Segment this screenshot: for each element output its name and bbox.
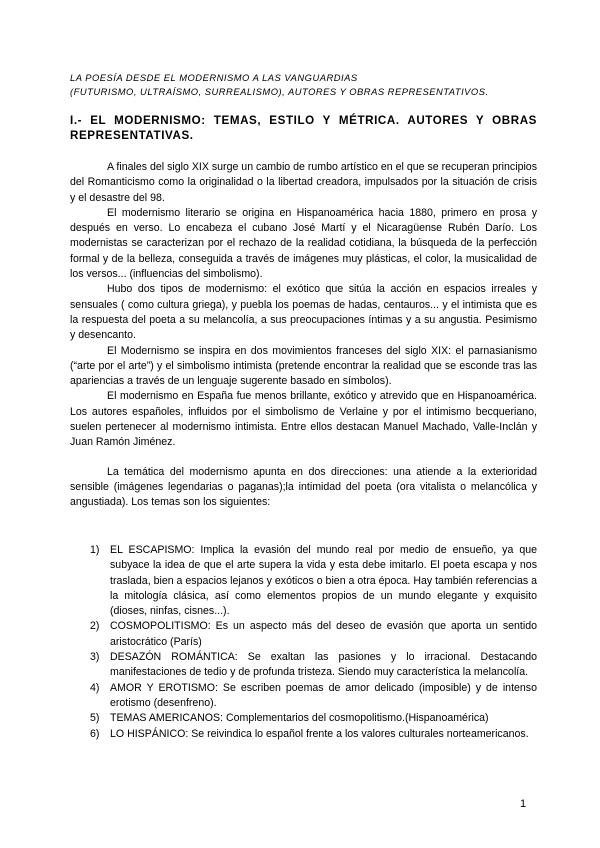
list-item-number: 5)	[90, 712, 100, 725]
body-text	[70, 160, 537, 511]
section-title: I.- EL MODERNISMO: TEMAS, ESTILO Y MÉTRICA. AUTORES Y OBRAS REPRESENTATIVAS.	[70, 114, 537, 142]
list-item-text: EL ESCAPISMO: Implica la evasión del mundo real por medio de ensueño, ya que subyace la idea de que el arte supera la vida y esta debe imitarlo. El poeta escapa y nos traslada, bien a espacios lejanos y exóticos o bien a otra época. Hay también referencias a la mitología clásica, así como elementos propios de un mundo elegante y exquisito (dioses, ninfas, cisnes...).	[110, 544, 537, 618]
list-item	[90, 727, 537, 742]
list-item-number: 3)	[90, 651, 100, 664]
list-item	[90, 711, 537, 726]
paragraph: Hubo dos tipos de modernismo: el exótico que sitúa la acción en espacios irreales y sensuales ( como cultura griega), y puebla los poemas de hadas, centauros... y el intimista que es la respuesta del poeta a su melancolía, a sus preocupaciones íntimas y a su angustia. Pesimismo y desencanto.	[70, 283, 537, 342]
list-item-text: COSMOPOLITISMO: Es un aspecto más del deseo de evasión que aporta un sentido aristocrático (París)	[110, 620, 537, 648]
paragraph: El modernismo literario se origina en Hispanoamérica hacia 1880, primero en prosa y después en verso. Lo encabeza el cubano José Martí y el Nicaragüense Rubén Darío. Los modernistas se caracterizan por el rechazo de la realidad cotidiana, la búsqueda de la perfección formal y de la belleza, conseguida a través de imágenes muy plásticas, el color, la musicalidad de los versos... (influencias del simbolismo).	[70, 206, 537, 281]
paragraph: A finales del siglo XIX surge un cambio de rumbo artístico en el que se recuperan principios del Romanticismo como la originalidad o la libertad creadora, impulsados por la situación de crisis y el desastre del 98.	[70, 161, 537, 204]
document-header	[70, 71, 540, 99]
paragraph: El Modernismo se inspira en dos movimientos franceses del siglo XIX: el parnasianismo (“arte por el arte”) y el simbolismo intimista (pretende encontrar la realidad que se esconde tras las apariencias a través de un lenguaje sugerente basado en símbolos).	[70, 344, 537, 388]
list-item-text: AMOR Y EROTISMO: Se escriben poemas de amor delicado (imposible) y de intenso erotismo (desenfreno).	[110, 681, 537, 709]
paragraph: La temática del modernismo apunta en dos direcciones: una atiende a la exterioridad sensible (imágenes legendarias o paganas);la intimidad del poeta (ora vitalista o melancólica y angustiada). Los temas son los siguientes:	[70, 465, 537, 509]
list-item-number: 4)	[90, 681, 100, 694]
list-item-text: DESAZÓN ROMÁNTICA: Se exaltan las pasiones y lo irracional. Destacando manifestaciones de tedio y de profunda tristeza. Siendo muy característica la melancolía.	[110, 651, 537, 679]
list-item-text: LO HISPÁNICO: Se reivindica lo español frente a los valores culturales norteamericanos.	[110, 727, 529, 740]
list-item-number: 6)	[90, 727, 100, 740]
list-item	[90, 543, 537, 619]
list-item	[90, 619, 537, 650]
header-line-2: (FUTURISMO, ULTRAÍSMO, SURREALISMO), AUTORES Y OBRAS REPRESENTATIVOS.	[70, 86, 489, 97]
list-item	[90, 681, 537, 712]
page-number: 1	[520, 798, 527, 810]
list-item	[90, 650, 537, 681]
list-item-number: 1)	[90, 544, 100, 556]
header-line-1: LA POESÍA DESDE EL MODERNISMO A LAS VANGUARDIAS	[70, 72, 358, 83]
list-item-number: 2)	[90, 620, 100, 633]
paragraph: El modernismo en España fue menos brillante, exótico y atrevido que en Hispanoamérica. Los autores españoles, influidos por el simbolismo de Verlaine y por el intimismo becqueriano, suelen pertenecer al modernismo intimista. Entre ellos destacan Manuel Machado, Valle-Inclán y Juan Ramón Jiménez.	[70, 390, 537, 449]
topics-list	[90, 543, 537, 742]
list-item-text: TEMAS AMERICANOS: Complementarios del cosmopolitismo.(Hispanoamérica)	[110, 712, 489, 725]
